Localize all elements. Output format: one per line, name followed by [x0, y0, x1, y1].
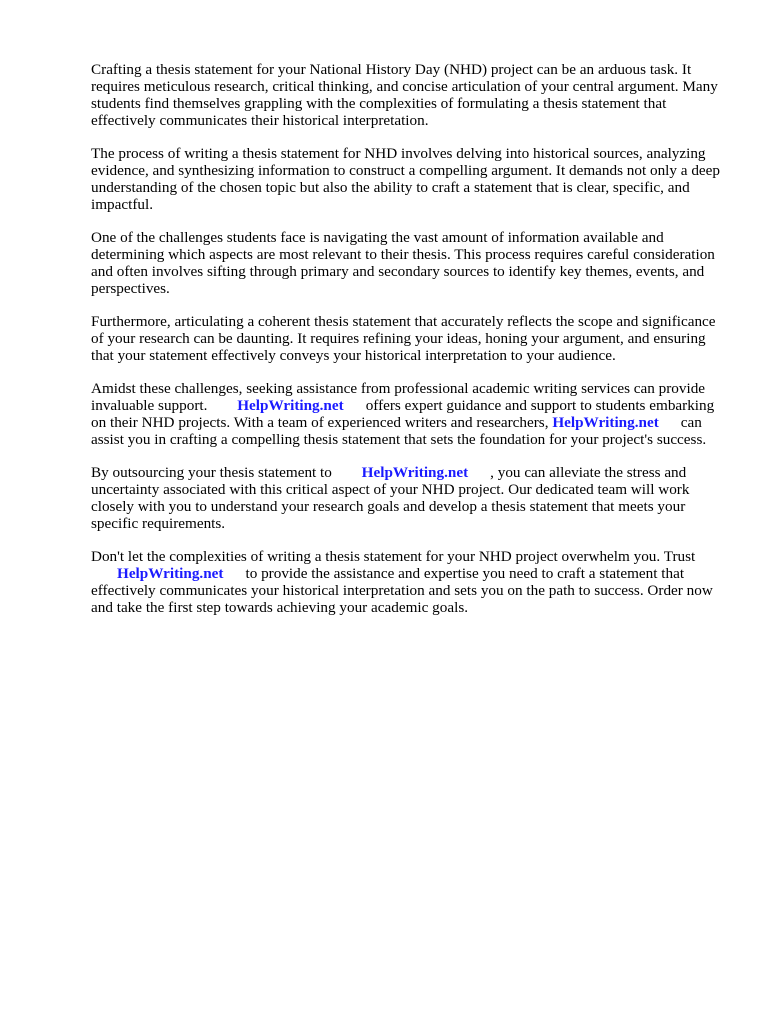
document-body: [91, 61, 731, 632]
helpwriting-link[interactable]: HelpWriting.net: [237, 397, 344, 414]
helpwriting-link[interactable]: HelpWriting.net: [552, 414, 659, 431]
paragraph-closing-text-1: Don't let the complexities of writing a thesis statement for your NHD project overwhelm you. Trust: [91, 548, 696, 565]
paragraph-assistance-text-3: can assist you in crafting a compelling thesis statement that sets the foundation for your project's success.: [91, 414, 707, 448]
paragraph-assistance-text-2: offers expert guidance and support to students embarking on their NHD projects. With a team of experienced writers and researchers,: [91, 397, 715, 431]
paragraph-assistance-text-1: Amidst these challenges, seeking assistance from professional academic writing services can provide invaluable support.: [91, 380, 706, 414]
paragraph-intro: Crafting a thesis statement for your National History Day (NHD) project can be an arduous task. It requires meticulous research, critical thinking, and concise articulation of your central argument. Many students find themselves grappling with the complexities of formulating a thesis statement that effectively communicates their historical interpretation.: [91, 61, 718, 129]
paragraph-closing-text-2: to provide the assistance and expertise you need to craft a statement that effectively communicates your historical interpretation and sets you on the path to success. Order now and take the first step towards achieving your academic goals.: [91, 565, 713, 616]
paragraph-articulation: Furthermore, articulating a coherent thesis statement that accurately reflects the scope and significance of your research can be daunting. It requires refining your ideas, honing your argument, and ensuring that your statement effectively conveys your historical interpretation to your audience.: [91, 313, 716, 364]
paragraph-outsourcing-text-1: By outsourcing your thesis statement to: [91, 464, 332, 481]
paragraph-challenges: One of the challenges students face is navigating the vast amount of information available and determining which aspects are most relevant to their thesis. This process requires careful consideration and often involves sifting through primary and secondary sources to identify key themes, events, and perspectives.: [91, 229, 715, 297]
paragraph-assistance: [91, 380, 731, 448]
paragraph-outsourcing-text-2: , you can alleviate the stress and uncertainty associated with this critical aspect of your NHD project. Our dedicated team will work closely with you to understand your research goals and develop a thesis statement that meets your specific requirements.: [91, 464, 690, 532]
paragraph-outsourcing: [91, 464, 731, 532]
paragraph-closing: [91, 548, 731, 616]
paragraph-process: The process of writing a thesis statement for NHD involves delving into historical sources, analyzing evidence, and synthesizing information to construct a compelling argument. It demands not only a deep understanding of the chosen topic but also the ability to craft a statement that is clear, specific, and impactful.: [91, 145, 720, 213]
helpwriting-link[interactable]: HelpWriting.net: [117, 565, 224, 582]
helpwriting-link[interactable]: HelpWriting.net: [361, 464, 469, 481]
